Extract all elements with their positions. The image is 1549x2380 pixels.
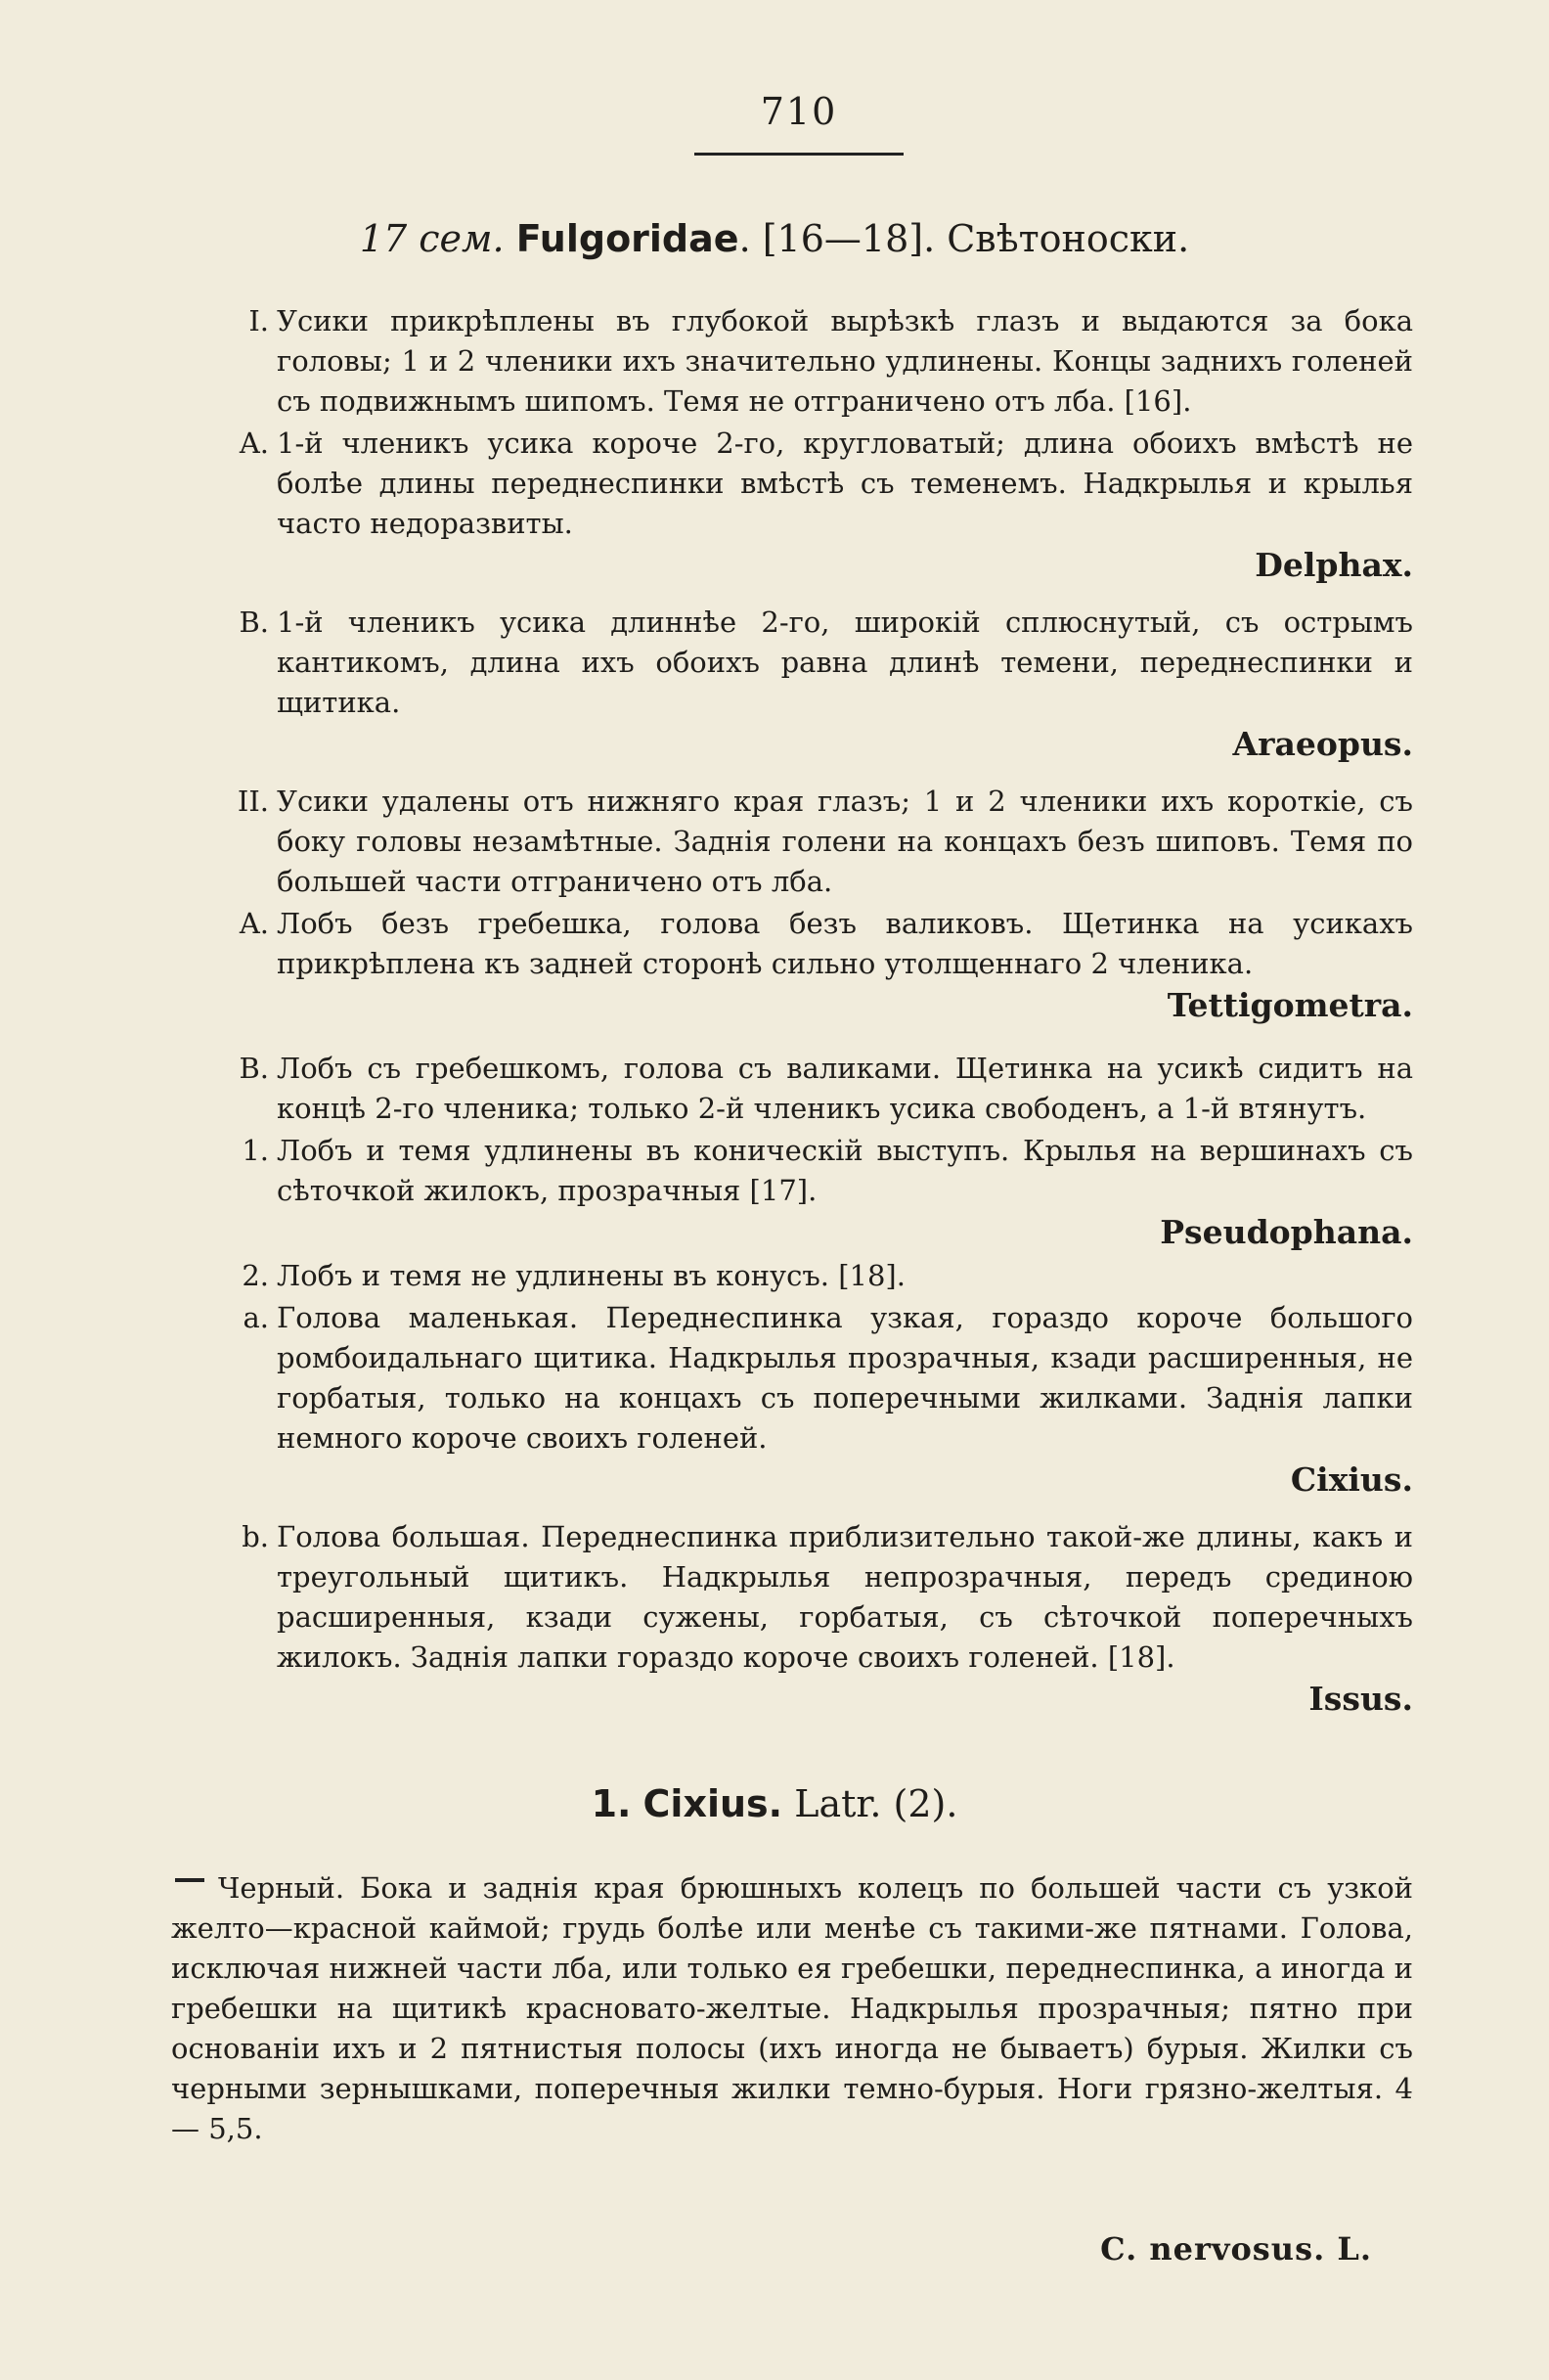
page-number-rule — [694, 153, 904, 156]
key-entry-IIB1 — [200, 1131, 1413, 1254]
key-entry-text: Усики удалены отъ нижняго края глазъ; 1 и 2 членики ихъ короткіе, съ боку головы незамѣтные. Заднія голени на концахъ безъ шиповъ. Темя по большей части отграничено отъ лба. — [277, 785, 1413, 898]
key-entry-text: Лобъ и темя удлинены въ коническій выступъ. Крылья на вершинахъ съ сѣточкой жилокъ, прозрачныя [17]. — [277, 1134, 1413, 1207]
key-entry-IA — [200, 424, 1413, 587]
key-entry-genus: Cixius. — [1290, 1460, 1413, 1499]
key-entry-text: 1-й членикъ усика короче 2-го, кругловатый; длина обоихъ вмѣстѣ не болѣе длины переднеспинки вмѣстѣ съ теменемъ. Надкрылья и крылья часто недоразвиты. — [277, 427, 1413, 540]
key-entry-text: Усики прикрѣплены въ глубокой вырѣзкѣ глазъ и выдаются за бока головы; 1 и 2 членики ихъ значительно удлинены. Концы заднихъ голеней съ подвижнымъ шипомъ. Темя не отграничено отъ лба. [16]. — [277, 304, 1413, 418]
family-latin-name: Fulgoridae — [515, 217, 739, 260]
key-entry-text: Голова большая. Переднеспинка приблизительно такой-же длины, какъ и треугольный щитикъ. Надкрылья непрозрачныя, передъ срединою расширенныя, кзади сужены, горбатыя, съ сѣточкой поперечныхъ жилокъ. Заднія лапки гораздо короче своихъ голеней. [18]. — [277, 1520, 1413, 1674]
key-entry-IB — [200, 603, 1413, 766]
genus-heading — [0, 1782, 1549, 1825]
key-entry-text: Лобъ съ гребешкомъ, голова съ валиками. Щетинка на усикѣ сидитъ на концѣ 2-го членика; только 2-й членикъ усика свободенъ, а 1-й втянутъ. — [277, 1052, 1413, 1125]
key-entry-II — [200, 782, 1413, 902]
key-entry-text: Лобъ безъ гребешка, голова безъ валиковъ. Щетинка на усикахъ прикрѣплена къ задней сторонѣ сильно утолщеннаго 2 членика. — [277, 907, 1413, 980]
key-entry-genus: Tettigometra. — [1167, 986, 1413, 1024]
family-number: 17 сем. — [359, 217, 505, 260]
key-entry-label: 2. — [242, 1259, 269, 1292]
key-entry-label: B. — [239, 1052, 269, 1085]
species-description-text: Черный. Бока и заднія края брюшныхъ колецъ по большей части съ узкой желто—красной каймой; грудь болѣе или менѣе съ такими-же пятнами. Голова, исключая нижней части лба, или только ея гребешки, переднеспинка, а иногда и гребешки на щитикѣ красновато-желтые. Надкрылья прозрачныя; пятно при основаніи ихъ и 2 пятнистыя полосы (ихъ иногда не бываетъ) бурыя. Жилки съ черными зернышками, поперечныя жилки темно-бурыя. Ноги грязно-желтыя. 4 — 5,5. — [171, 1871, 1413, 2145]
key-entry-I — [200, 301, 1413, 422]
family-heading — [0, 217, 1549, 260]
key-entry-text: 1-й членикъ усика длиннѣе 2-го, широкій сплюснутый, съ острымъ кантикомъ, длина ихъ обоихъ равна длинѣ темени, переднеспинки и щитика. — [277, 606, 1413, 719]
key-entry-label: B. — [239, 606, 269, 639]
key-entry-label: a. — [243, 1301, 269, 1334]
key-entry-label: 1. — [242, 1134, 269, 1167]
key-entry-text: Лобъ и темя не удлинены въ конусъ. [18]. — [277, 1259, 906, 1292]
key-entry-text: Голова маленькая. Переднеспинка узкая, гораздо короче большого ромбоидальнаго щитика. Надкрылья прозрачныя, кзади расширенныя, не горбатыя, только на концахъ съ поперечными жилками. Заднія лапки немного короче своихъ голеней. — [277, 1301, 1413, 1455]
key-entry-label: b. — [242, 1520, 269, 1553]
key-entry-label: A. — [239, 907, 269, 940]
key-entry-genus: Pseudophana. — [1160, 1213, 1413, 1251]
identification-key — [200, 301, 1413, 1721]
key-entry-label: I. — [248, 304, 269, 337]
species-name: C. nervosus. L. — [1100, 2230, 1372, 2268]
genus-heading-number: 1. — [591, 1782, 632, 1825]
key-entry-IIA — [200, 904, 1413, 1027]
genus-heading-latin: Cixius. — [642, 1782, 783, 1825]
page-number: 710 — [760, 90, 838, 133]
family-range-and-common-name: . [16—18]. Свѣтоноски. — [738, 217, 1190, 260]
key-entry-IIB2a — [200, 1298, 1413, 1502]
key-entry-label: II. — [237, 785, 269, 818]
dash-mark — [175, 1878, 204, 1882]
key-entry-genus: Issus. — [1308, 1680, 1413, 1718]
genus-heading-author: Latr. (2). — [794, 1782, 958, 1825]
key-entry-IIB2b — [200, 1517, 1413, 1721]
key-entry-IIB2 — [200, 1256, 1413, 1296]
species-description — [171, 1868, 1413, 2149]
key-entry-genus: Delphax. — [1255, 546, 1413, 584]
key-entry-IIB — [200, 1049, 1413, 1129]
key-entry-genus: Araeopus. — [1232, 725, 1413, 763]
key-entry-label: A. — [239, 427, 269, 460]
